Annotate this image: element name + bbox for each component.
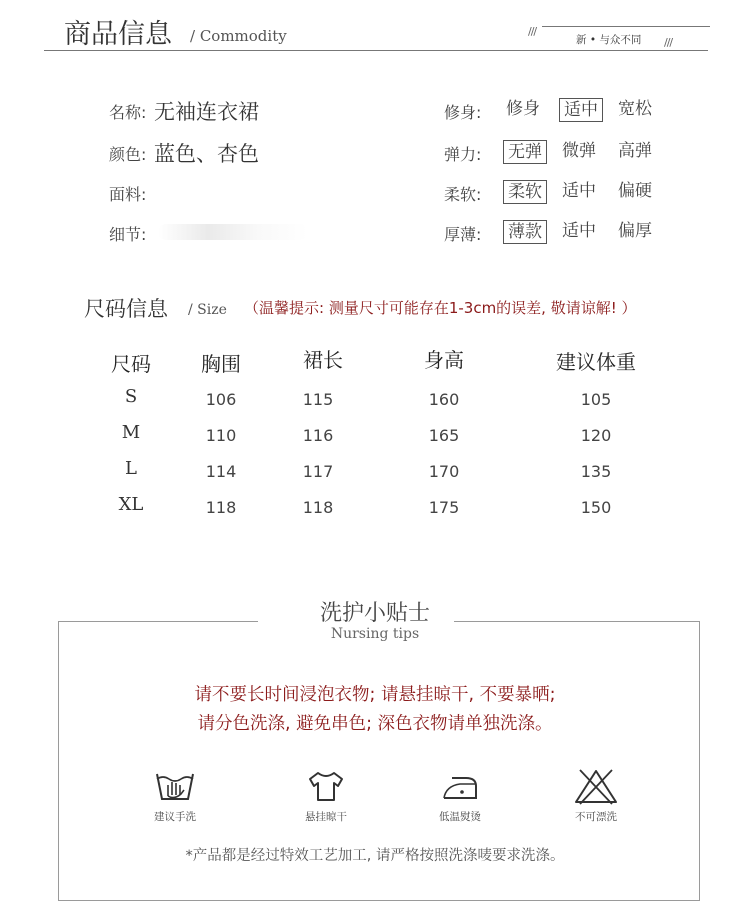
hanging-dry-label: 悬挂晾干: [305, 811, 347, 823]
size-cell: L: [125, 458, 137, 479]
measurement-cell: 165: [428, 426, 460, 445]
attribute-option-selected: 柔软: [503, 180, 547, 204]
size-tip: （温馨提示: 测量尺寸可能存在1-3cm的误差, 敬请谅解! ）: [244, 299, 637, 317]
care-warning-line-1: 请不要长时间浸泡衣物; 请悬挂晾干, 不要暴晒;: [194, 685, 556, 705]
name-value: 无袖连衣裙: [154, 100, 259, 124]
measurement-cell: 160: [428, 390, 460, 409]
section-title-commodity: 商品信息: [64, 19, 172, 50]
size-cell: XL: [118, 494, 144, 515]
measurement-cell: 135: [580, 462, 612, 481]
measurement-cell: 110: [205, 426, 237, 445]
hanging-dry-icon: [296, 766, 356, 806]
measurement-cell: 170: [428, 462, 460, 481]
measurement-cell: 106: [205, 390, 237, 409]
hatch-decoration-left: ///: [528, 25, 537, 38]
color-label: 颜色:: [109, 145, 147, 164]
col-header-size: 尺码: [111, 352, 151, 376]
color-value: 蓝色、杏色: [154, 142, 259, 166]
hatch-decoration-right: ///: [664, 36, 673, 49]
attribute-option-selected: 适中: [559, 98, 603, 122]
measurement-cell: 117: [302, 462, 334, 481]
measurement-cell: 118: [205, 498, 237, 517]
care-subtitle: Nursing tips: [330, 626, 420, 642]
header-divider: [44, 50, 708, 51]
col-header-length: 裙长: [303, 348, 343, 372]
section-subtitle-size: / Size: [188, 302, 227, 318]
hand-wash-label: 建议手洗: [154, 811, 196, 823]
size-cell: M: [121, 422, 141, 443]
attribute-label: 柔软:: [444, 185, 482, 204]
no-bleach-icon: [566, 766, 626, 806]
measurement-cell: 105: [580, 390, 612, 409]
measurement-cell: 120: [580, 426, 612, 445]
attribute-option-selected: 无弹: [503, 140, 547, 164]
attribute-label: 厚薄:: [444, 225, 482, 244]
measurement-cell: 114: [205, 462, 237, 481]
attribute-option: 适中: [562, 181, 596, 201]
section-subtitle-commodity: / Commodity: [190, 27, 287, 45]
col-header-height: 身高: [424, 348, 464, 372]
col-header-weight: 建议体重: [556, 350, 636, 374]
attribute-option: 偏厚: [618, 221, 652, 241]
section-title-size: 尺码信息: [84, 297, 168, 321]
low-iron-label: 低温熨烫: [439, 811, 481, 823]
hand-wash-icon: [145, 766, 205, 806]
col-header-bust: 胸围: [201, 352, 241, 376]
attribute-label: 修身:: [444, 103, 482, 122]
attribute-option: 修身: [506, 99, 540, 119]
measurement-cell: 118: [302, 498, 334, 517]
attribute-label: 弹力:: [444, 145, 482, 164]
care-title: 洗护小贴士: [319, 601, 430, 626]
attribute-option: 高弹: [618, 141, 652, 161]
attribute-option: 适中: [562, 221, 596, 241]
measurement-cell: 175: [428, 498, 460, 517]
detail-label: 细节:: [109, 225, 147, 244]
fabric-label: 面料:: [109, 185, 147, 204]
measurement-cell: 116: [302, 426, 334, 445]
attribute-option: 宽松: [618, 99, 652, 119]
attribute-option-selected: 薄款: [503, 220, 547, 244]
attribute-option: 偏硬: [618, 181, 652, 201]
slogan-text: 新 • 与众不同: [576, 34, 642, 46]
care-note: *产品都是经过特效工艺加工, 请严格按照洗涤唛要求洗涤。: [185, 848, 565, 864]
no-bleach-label: 不可漂洗: [575, 811, 617, 823]
name-label: 名称:: [109, 103, 147, 122]
care-warning-line-2: 请分色洗涤, 避免串色; 深色衣物请单独洗涤。: [197, 714, 553, 734]
measurement-cell: 115: [302, 390, 334, 409]
attribute-option: 微弹: [562, 141, 596, 161]
low-iron-icon: [430, 766, 490, 806]
slogan-divider: [542, 26, 710, 27]
size-cell: S: [124, 386, 138, 407]
detail-blurred-value: [158, 224, 308, 240]
measurement-cell: 150: [580, 498, 612, 517]
